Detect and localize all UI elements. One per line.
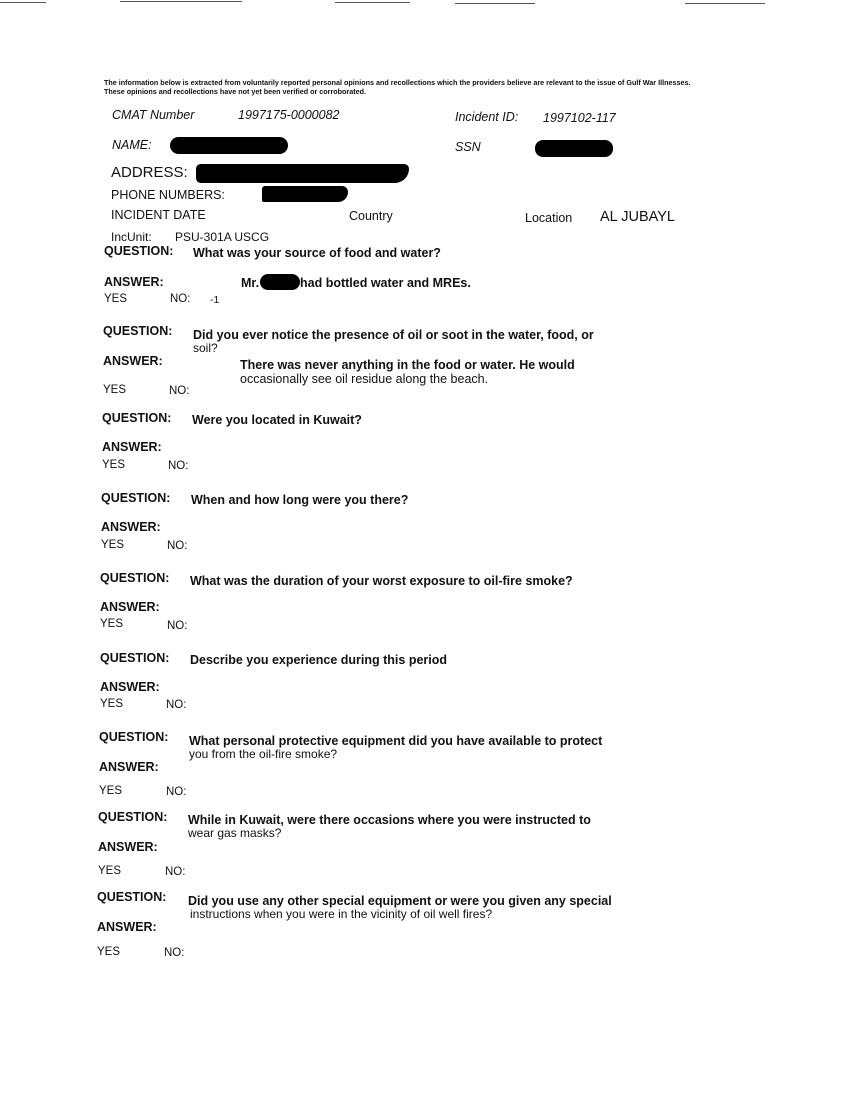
no-label: NO: — [164, 947, 185, 959]
question-text: Were you located in Kuwait? — [192, 413, 362, 427]
yes-label: YES — [102, 459, 126, 471]
incident-date-label: INCIDENT DATE — [111, 208, 206, 222]
no-label: NO: — [167, 620, 188, 632]
answer-label: ANSWER: — [103, 354, 163, 368]
yes-label: YES — [98, 865, 122, 877]
answer-label: ANSWER: — [104, 275, 164, 289]
question-text: Did you ever notice the presence of oil or soot in the water, food, or — [193, 328, 594, 342]
question-label: QUESTION: — [104, 244, 174, 258]
question-text: While in Kuwait, were there occasions where you were instructed to — [188, 813, 591, 827]
question-text-continued: instructions when you were in the vicinity of oil well fires? — [190, 907, 493, 921]
question-text: What was the duration of your worst exposure to oil-fire smoke? — [190, 574, 573, 588]
question-text: What was your source of food and water? — [193, 246, 441, 260]
phone-numbers-label: PHONE NUMBERS: — [111, 188, 225, 202]
no-label: NO: — [165, 866, 186, 878]
no-label: NO: — [166, 786, 187, 798]
yes-label: YES — [101, 539, 125, 551]
no-label: NO: — [166, 699, 187, 711]
question-text: Did you use any other special equipment or were you given any special — [188, 894, 612, 908]
cmat-number-label: CMAT Number — [112, 108, 195, 122]
incunit-label: IncUnit: — [111, 230, 152, 244]
yes-label: YES — [100, 618, 124, 630]
location-label: Location — [525, 211, 573, 225]
country-label: Country — [349, 209, 393, 223]
scan-artifact-line — [0, 2, 46, 3]
incident-id-label: Incident ID: — [455, 110, 519, 124]
question-text: When and how long were you there? — [191, 493, 409, 507]
location-value: AL JUBAYL — [600, 209, 675, 225]
question-text-continued: wear gas masks? — [188, 826, 282, 840]
no-label: NO: — [169, 385, 190, 397]
question-label: QUESTION: — [102, 411, 172, 425]
answer-label: ANSWER: — [101, 520, 161, 534]
answer-text-continued: occasionally see oil residue along the beach. — [240, 372, 489, 386]
question-label: QUESTION: — [100, 571, 170, 585]
name-redaction — [170, 137, 288, 154]
name-label: NAME: — [112, 138, 152, 152]
yes-label: YES — [104, 293, 128, 305]
no-label: NO: — [170, 293, 191, 305]
no-value: -1 — [210, 294, 220, 306]
yes-label: YES — [97, 946, 121, 958]
question-text: Describe you experience during this period — [190, 653, 448, 667]
question-label: QUESTION: — [98, 810, 168, 824]
answer-name-redaction — [260, 274, 300, 290]
question-text-continued: you from the oil-fire smoke? — [189, 747, 338, 761]
answer-label: ANSWER: — [97, 920, 157, 934]
question-text: What personal protective equipment did you have available to protect — [189, 734, 603, 748]
no-label: NO: — [167, 540, 188, 552]
disclaimer-text: The information below is extracted from voluntarily reported personal opinions and recollections which the providers believe are relevant to the issue of Gulf War Illnesses. These opinions and recollections have not yet been verified or corroborated. — [104, 78, 691, 96]
incunit-value: PSU-301A USCG — [175, 230, 270, 244]
answer-text: had bottled water and MREs. — [300, 276, 471, 290]
answer-label: ANSWER: — [102, 440, 162, 454]
answer-label: ANSWER: — [98, 840, 158, 854]
answer-text: There was never anything in the food or water. He would — [240, 358, 575, 372]
scan-artifact-line — [455, 3, 535, 4]
question-text-continued: soil? — [193, 341, 218, 355]
yes-label: YES — [100, 698, 124, 710]
question-label: QUESTION: — [101, 491, 171, 505]
phone-redaction — [262, 186, 348, 202]
scan-artifact-line — [120, 1, 242, 2]
yes-label: YES — [103, 384, 127, 396]
question-label: QUESTION: — [100, 651, 170, 665]
scan-artifact-line — [335, 2, 410, 3]
answer-label: ANSWER: — [100, 680, 160, 694]
ssn-label: SSN — [455, 140, 481, 154]
yes-label: YES — [99, 785, 123, 797]
answer-label: ANSWER: — [100, 600, 160, 614]
answer-text-prefix: Mr. — [241, 276, 260, 290]
no-label: NO: — [168, 460, 189, 472]
question-label: QUESTION: — [99, 730, 169, 744]
address-label: ADDRESS: — [111, 164, 188, 181]
answer-label: ANSWER: — [99, 760, 159, 774]
address-redaction — [196, 164, 409, 183]
scan-artifact-line — [685, 3, 765, 4]
incident-id-value: 1997102-117 — [543, 111, 616, 125]
ssn-redaction — [535, 140, 613, 157]
question-label: QUESTION: — [97, 890, 167, 904]
cmat-number-value: 1997175-0000082 — [238, 108, 340, 122]
question-label: QUESTION: — [103, 324, 173, 338]
